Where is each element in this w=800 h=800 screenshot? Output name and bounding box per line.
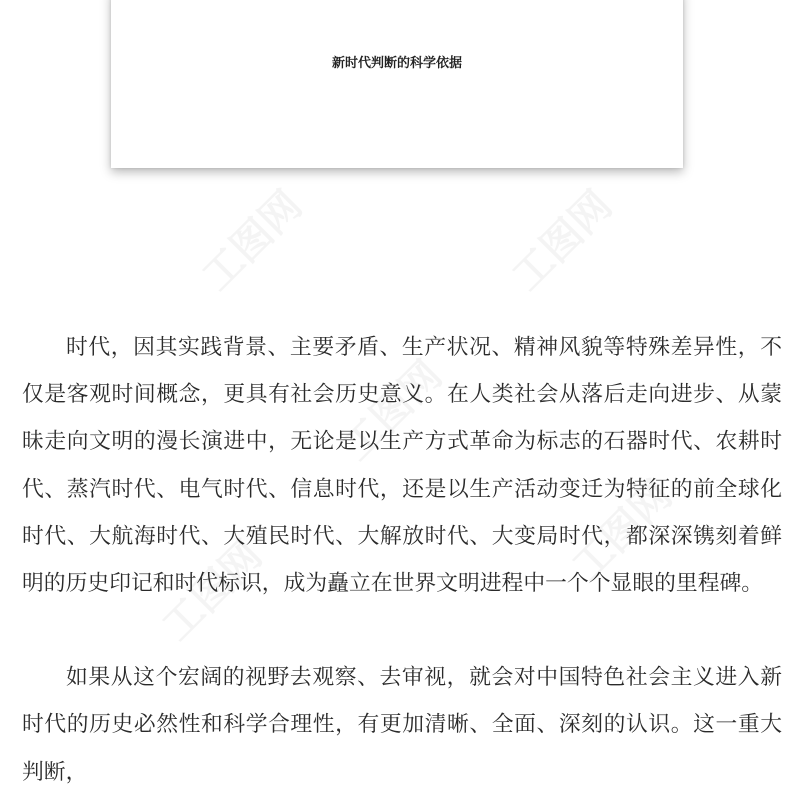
watermark: 工图网 — [503, 182, 622, 300]
watermark: 工图网 — [563, 472, 682, 590]
watermark: 工图网 — [333, 352, 452, 470]
watermark: 工图网 — [193, 182, 312, 300]
watermark: 工图网 — [153, 532, 272, 650]
article-paragraph: 时代，因其实践背景、主要矛盾、生产状况、精神风貌等特殊差异性，不仅是客观时间概念，更具有社会历史意义。在人类社会从落后走向进步、从蒙昧走向文明的漫长演进中，无论是以生产方式革命为标志的石器时代、农耕时代、蒸汽时代、电气时代、信息时代，还是以生产活动变迁为特征的前全球化时代、大航海时代、大殖民时代、大解放时代、大变局时代，都深深镌刻着鲜明的历史印记和时代标识，成为矗立在世界文明进程中一个个显眼的里程碑。 — [22, 335, 782, 597]
cover-title: 新时代判断的科学依据 — [331, 56, 462, 71]
article-paragraph: 如果从这个宏阔的视野去观察、去审视，就会对中国特色社会主义进入新时代的历史必然性和科学合理性，有更加清晰、全面、深刻的认识。这一重大判断， — [22, 665, 782, 785]
article-body — [22, 324, 782, 796]
cover-card — [111, 0, 683, 168]
